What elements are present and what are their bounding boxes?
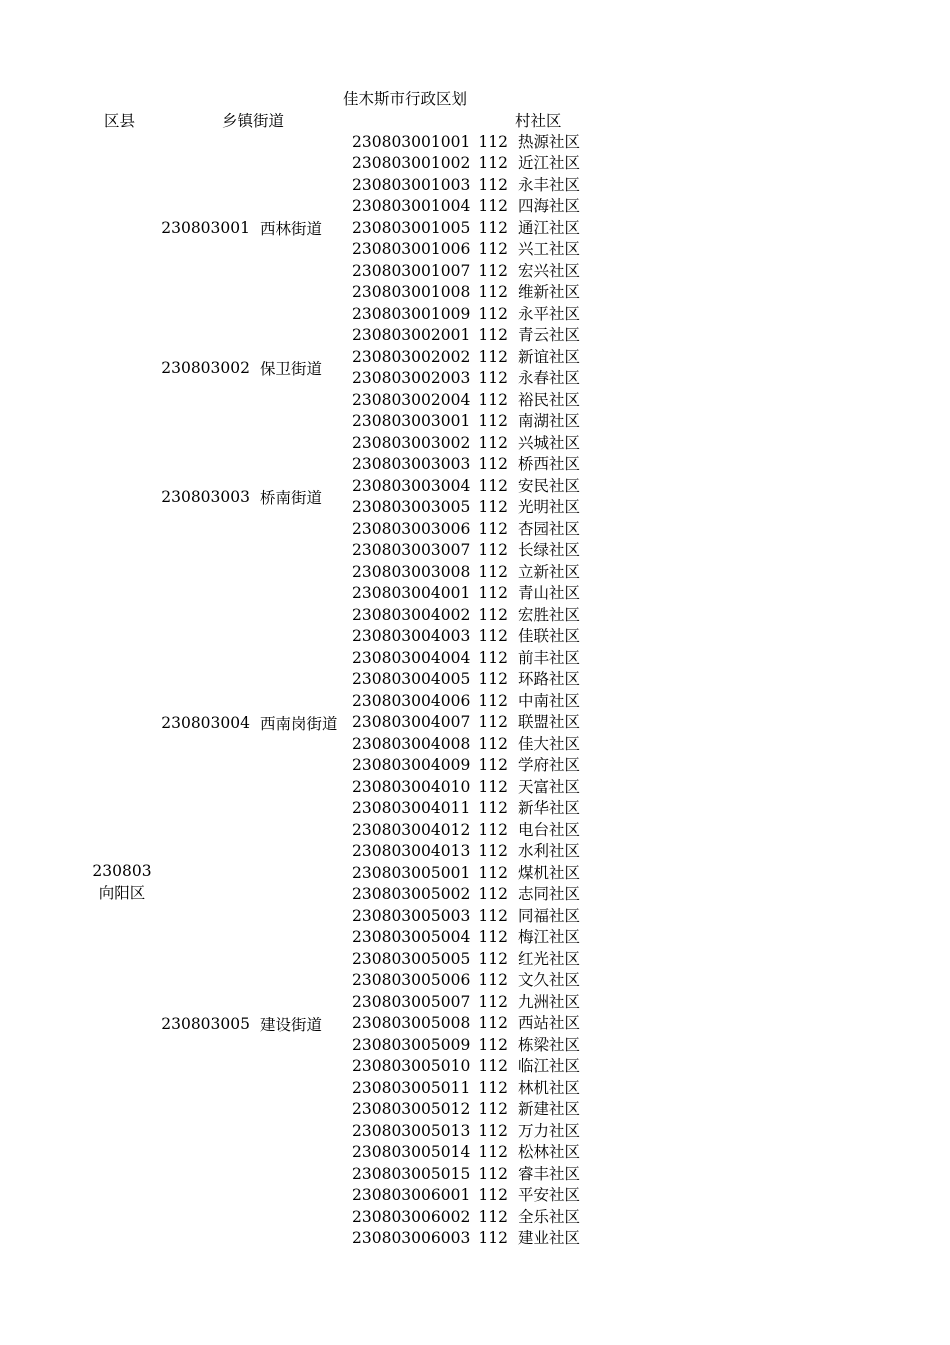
village-row <box>352 691 580 713</box>
town-cell <box>160 583 352 863</box>
town-cell <box>160 411 352 583</box>
village-class-code: 112 <box>478 906 508 925</box>
village-name: 前丰社区 <box>518 648 581 667</box>
village-row <box>352 734 580 756</box>
village-name: 建业社区 <box>518 1229 581 1247</box>
village-code: 230803004012 <box>352 820 471 839</box>
village-name: 永丰社区 <box>518 175 581 194</box>
village-row <box>352 777 580 799</box>
village-class-code: 112 <box>478 347 508 366</box>
village-row <box>352 1185 580 1207</box>
village-row <box>352 626 580 648</box>
village-class-code: 112 <box>478 885 508 903</box>
village-name: 桥西社区 <box>518 455 581 473</box>
village-name: 平安社区 <box>518 1186 581 1204</box>
village-name: 九洲社区 <box>518 992 581 1011</box>
village-code: 230803001008 <box>352 283 471 301</box>
village-code: 230803005007 <box>352 992 471 1011</box>
village-name: 宏兴社区 <box>518 261 581 280</box>
village-row <box>352 712 580 734</box>
village-code: 230803004013 <box>352 842 471 860</box>
village-row <box>352 196 580 218</box>
village-class-code: 112 <box>478 799 508 817</box>
village-code: 230803004007 <box>352 713 471 731</box>
village-row <box>352 927 580 949</box>
village-name: 同福社区 <box>518 906 581 925</box>
village-code: 230803006002 <box>352 1207 471 1226</box>
village-name: 兴工社区 <box>518 240 581 258</box>
village-row <box>352 884 580 906</box>
village-name: 水利社区 <box>518 842 581 860</box>
village-code: 230803005012 <box>352 1100 471 1118</box>
village-class-code: 112 <box>478 777 508 796</box>
village-class-code: 112 <box>478 541 508 559</box>
village-name: 西站社区 <box>518 1014 581 1032</box>
village-class-code: 112 <box>478 928 508 946</box>
village-code: 230803003005 <box>352 498 471 516</box>
village-row <box>352 1142 580 1164</box>
village-code: 230803001009 <box>352 304 471 323</box>
village-column-header: 村社区 <box>515 112 562 130</box>
village-code: 230803005008 <box>352 1014 471 1032</box>
village-code: 230803001007 <box>352 261 471 280</box>
village-code: 230803005001 <box>352 863 471 882</box>
village-class-code: 112 <box>478 1143 508 1161</box>
village-name: 志同社区 <box>518 885 581 903</box>
town-cell <box>160 863 352 1186</box>
village-row <box>352 476 580 498</box>
town-name: 建设街道 <box>260 1015 323 1034</box>
village-code: 230803006003 <box>352 1229 471 1247</box>
county-name: 向阳区 <box>98 883 146 902</box>
village-name: 新华社区 <box>518 799 581 817</box>
village-code: 230803002003 <box>352 369 471 387</box>
village-class-code: 112 <box>478 240 508 258</box>
village-class-code: 112 <box>478 218 508 237</box>
village-class-code: 112 <box>478 369 508 387</box>
village-code: 230803005014 <box>352 1143 471 1161</box>
village-class-code: 112 <box>478 1035 508 1054</box>
village-name: 梅江社区 <box>518 928 581 946</box>
village-class-code: 112 <box>478 756 508 774</box>
village-code: 230803005011 <box>352 1078 471 1097</box>
village-row <box>352 454 580 476</box>
village-code: 230803006001 <box>352 1186 471 1204</box>
village-class-code: 112 <box>478 1229 508 1247</box>
village-name: 立新社区 <box>518 562 581 581</box>
village-name: 青山社区 <box>518 584 581 602</box>
village-name: 永春社区 <box>518 369 581 387</box>
village-row <box>352 1164 580 1186</box>
village-name: 四海社区 <box>518 197 581 215</box>
village-row <box>352 325 580 347</box>
village-class-code: 112 <box>478 304 508 323</box>
village-row <box>352 1056 580 1078</box>
village-row <box>352 906 580 928</box>
village-name: 新谊社区 <box>518 347 581 366</box>
village-class-code: 112 <box>478 992 508 1011</box>
village-class-code: 112 <box>478 949 508 968</box>
village-code: 230803001005 <box>352 218 471 237</box>
village-row <box>352 755 580 777</box>
village-row <box>352 1099 580 1121</box>
village-name: 佳大社区 <box>518 734 581 753</box>
village-name: 杏园社区 <box>518 519 581 538</box>
village-name: 南湖社区 <box>518 412 581 430</box>
village-row <box>352 218 580 240</box>
town-name: 西南岗街道 <box>260 714 338 733</box>
village-code: 230803003007 <box>352 541 471 559</box>
village-row <box>352 1207 580 1229</box>
village-name: 环路社区 <box>518 670 581 688</box>
village-name: 林机社区 <box>518 1078 581 1097</box>
village-class-code: 112 <box>478 390 508 409</box>
village-row <box>352 562 580 584</box>
village-name: 光明社区 <box>518 498 581 516</box>
village-name: 中南社区 <box>518 691 581 710</box>
village-row <box>352 433 580 455</box>
village-code: 230803003002 <box>352 433 471 452</box>
village-name: 安民社区 <box>518 476 581 495</box>
village-row <box>352 648 580 670</box>
village-code: 230803004006 <box>352 691 471 710</box>
village-code: 230803003003 <box>352 455 471 473</box>
village-code: 230803005010 <box>352 1057 471 1075</box>
town-code: 230803002 <box>161 359 250 377</box>
village-row <box>352 1121 580 1143</box>
village-class-code: 112 <box>478 863 508 882</box>
village-class-code: 112 <box>478 261 508 280</box>
village-name: 学府社区 <box>518 756 581 774</box>
town-cell <box>160 132 352 326</box>
village-code: 230803001002 <box>352 154 471 172</box>
village-row <box>352 347 580 369</box>
village-class-code: 112 <box>478 154 508 172</box>
village-name: 兴城社区 <box>518 433 581 452</box>
village-class-code: 112 <box>478 971 508 989</box>
village-code: 230803001006 <box>352 240 471 258</box>
village-row <box>352 153 580 175</box>
village-row <box>352 863 580 885</box>
village-row <box>352 1013 580 1035</box>
village-class-code: 112 <box>478 1164 508 1183</box>
village-code: 230803004004 <box>352 648 471 667</box>
village-class-code: 112 <box>478 175 508 194</box>
village-code: 230803005003 <box>352 906 471 925</box>
village-row <box>352 669 580 691</box>
village-name: 天富社区 <box>518 777 581 796</box>
village-class-code: 112 <box>478 197 508 215</box>
village-code: 230803001001 <box>352 132 471 151</box>
village-row <box>352 820 580 842</box>
village-class-code: 112 <box>478 627 508 645</box>
village-class-code: 112 <box>478 1186 508 1204</box>
village-class-code: 112 <box>478 1057 508 1075</box>
village-row <box>352 841 580 863</box>
village-code: 230803003004 <box>352 476 471 495</box>
village-class-code: 112 <box>478 670 508 688</box>
village-code: 230803003001 <box>352 412 471 430</box>
village-class-code: 112 <box>478 1100 508 1118</box>
village-code: 230803002001 <box>352 326 471 344</box>
village-class-code: 112 <box>478 1014 508 1032</box>
village-name: 联盟社区 <box>518 713 581 731</box>
village-class-code: 112 <box>478 562 508 581</box>
town-code: 230803001 <box>161 219 250 238</box>
village-name: 热源社区 <box>518 132 581 151</box>
village-class-code: 112 <box>478 132 508 151</box>
town-code: 230803004 <box>161 713 250 732</box>
village-code: 230803002002 <box>352 347 471 366</box>
village-name: 临江社区 <box>518 1057 581 1075</box>
town-cell <box>160 325 352 411</box>
village-class-code: 112 <box>478 713 508 731</box>
village-name: 万力社区 <box>518 1121 581 1140</box>
village-name: 新建社区 <box>518 1100 581 1118</box>
town-column-header: 乡镇街道 <box>222 112 285 130</box>
village-name: 长绿社区 <box>518 541 581 559</box>
village-code: 230803004005 <box>352 670 471 688</box>
village-code: 230803004001 <box>352 584 471 602</box>
village-class-code: 112 <box>478 691 508 710</box>
town-code: 230803003 <box>161 488 250 506</box>
village-class-code: 112 <box>478 1078 508 1097</box>
village-code: 230803005002 <box>352 885 471 903</box>
village-class-code: 112 <box>478 498 508 516</box>
village-code: 230803004002 <box>352 605 471 624</box>
village-row <box>352 540 580 562</box>
village-row <box>352 411 580 433</box>
county-code: 230803 <box>92 862 152 880</box>
village-row <box>352 390 580 412</box>
village-row <box>352 1035 580 1057</box>
county-column-header: 区县 <box>104 112 136 130</box>
village-name: 佳联社区 <box>518 627 581 645</box>
village-code: 230803005009 <box>352 1035 471 1054</box>
village-code: 230803004010 <box>352 777 471 796</box>
village-class-code: 112 <box>478 584 508 602</box>
village-class-code: 112 <box>478 648 508 667</box>
village-code: 230803004008 <box>352 734 471 753</box>
village-code: 230803005006 <box>352 971 471 989</box>
village-code: 230803002004 <box>352 390 471 409</box>
county-cell <box>84 861 160 904</box>
village-name: 近江社区 <box>518 154 581 172</box>
town-name: 西林街道 <box>260 220 323 239</box>
village-code: 230803005013 <box>352 1121 471 1140</box>
village-code: 230803003006 <box>352 519 471 538</box>
village-class-code: 112 <box>478 283 508 301</box>
village-row <box>352 583 580 605</box>
village-row <box>352 175 580 197</box>
village-class-code: 112 <box>478 820 508 839</box>
village-class-code: 112 <box>478 734 508 753</box>
village-class-code: 112 <box>478 519 508 538</box>
village-row <box>352 970 580 992</box>
village-name: 红光社区 <box>518 949 581 968</box>
village-row <box>352 605 580 627</box>
village-name: 宏胜社区 <box>518 605 581 624</box>
village-row <box>352 497 580 519</box>
village-row <box>352 992 580 1014</box>
village-name: 全乐社区 <box>518 1207 581 1226</box>
village-class-code: 112 <box>478 476 508 495</box>
village-name: 维新社区 <box>518 283 581 301</box>
village-class-code: 112 <box>478 455 508 473</box>
village-name: 永平社区 <box>518 304 581 323</box>
town-name: 保卫街道 <box>260 360 323 378</box>
village-class-code: 112 <box>478 842 508 860</box>
village-row <box>352 949 580 971</box>
town-name: 桥南街道 <box>260 489 323 507</box>
village-row <box>352 1228 580 1250</box>
village-class-code: 112 <box>478 1121 508 1140</box>
village-class-code: 112 <box>478 326 508 344</box>
village-class-code: 112 <box>478 433 508 452</box>
village-name: 裕民社区 <box>518 390 581 409</box>
village-row <box>352 304 580 326</box>
village-name: 电台社区 <box>518 820 581 839</box>
village-name: 睿丰社区 <box>518 1164 581 1183</box>
village-row <box>352 519 580 541</box>
village-name: 煤机社区 <box>518 863 581 882</box>
village-row <box>352 239 580 261</box>
village-row <box>352 261 580 283</box>
village-code: 230803005005 <box>352 949 471 968</box>
village-name: 松林社区 <box>518 1143 581 1161</box>
village-code: 230803004011 <box>352 799 471 817</box>
village-name: 通江社区 <box>518 218 581 237</box>
village-code: 230803005004 <box>352 928 471 946</box>
village-code: 230803004003 <box>352 627 471 645</box>
page-title: 佳木斯市行政区划 <box>342 90 467 108</box>
village-row <box>352 1078 580 1100</box>
village-class-code: 112 <box>478 412 508 430</box>
village-name: 栋梁社区 <box>518 1035 581 1054</box>
town-code: 230803005 <box>161 1014 250 1033</box>
village-row <box>352 132 580 154</box>
village-name: 文久社区 <box>518 971 581 989</box>
village-row <box>352 368 580 390</box>
village-code: 230803003008 <box>352 562 471 581</box>
village-class-code: 112 <box>478 1207 508 1226</box>
village-name: 青云社区 <box>518 326 581 344</box>
village-code: 230803005015 <box>352 1164 471 1183</box>
village-row <box>352 282 580 304</box>
village-code: 230803004009 <box>352 756 471 774</box>
village-code: 230803001004 <box>352 197 471 215</box>
village-class-code: 112 <box>478 605 508 624</box>
village-row <box>352 798 580 820</box>
village-code: 230803001003 <box>352 175 471 194</box>
